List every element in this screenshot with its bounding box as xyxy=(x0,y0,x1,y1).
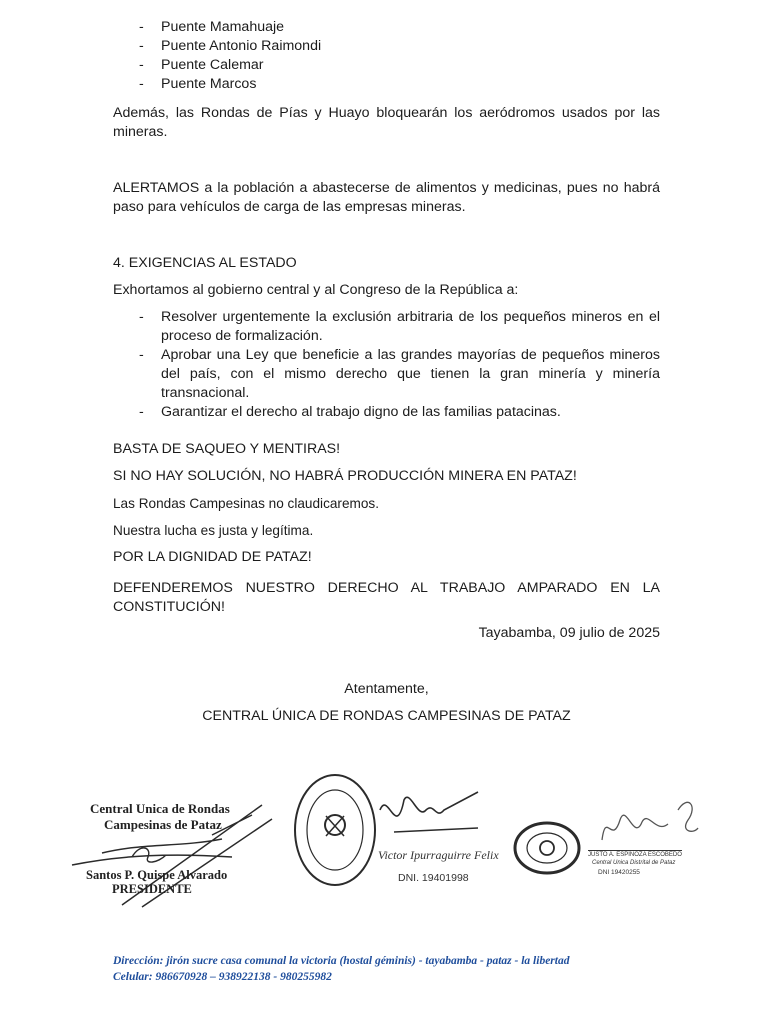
slogan: POR LA DIGNIDAD DE PATAZ! xyxy=(113,549,312,565)
stamp-line: Campesinas de Pataz xyxy=(104,817,222,832)
signer-dni: DNI 19420255 xyxy=(598,869,640,876)
signature-scribble xyxy=(62,795,282,915)
section-heading: 4. EXIGENCIAS AL ESTADO xyxy=(113,255,297,271)
round-seal-icon xyxy=(512,820,582,876)
list-item: - Garantizar el derecho al trabajo digno de las familias patacinas. xyxy=(113,403,660,422)
paragraph-rondas: Además, las Rondas de Pías y Huayo bloquearán los aeródromos usados por las mineras. xyxy=(113,105,660,140)
slogan: SI NO HAY SOLUCIÓN, NO HABRÁ PRODUCCIÓN MINERA EN PATAZ! xyxy=(113,468,577,484)
footer-address: Dirección: jirón sucre casa comunal la victoria (hostal géminis) - tayabamba - pataz - la libertad xyxy=(113,955,570,967)
signature-scribble xyxy=(592,790,702,852)
section-intro: Exhortamos al gobierno central y al Congreso de la República a: xyxy=(113,282,519,298)
signature-scribble xyxy=(374,780,484,850)
oval-seal-icon xyxy=(290,770,380,890)
signer-name: JUSTO A. ESPINOZA ESCOBEDO xyxy=(588,852,682,858)
signer-name: Victor Ipurraguirre Felix xyxy=(378,848,499,862)
slogan: Nuestra lucha es justa y legítima. xyxy=(113,523,314,538)
signer-name: Santos P. Quispe Alvarado xyxy=(86,868,228,882)
slogan: Las Rondas Campesinas no claudicaremos. xyxy=(113,496,379,511)
bridges-list xyxy=(113,18,673,94)
signer-role: Central Unica Distrital de Pataz xyxy=(592,860,676,866)
signature-block-district xyxy=(512,790,712,900)
signer-role: PRESIDENTE xyxy=(112,882,192,896)
organization-name: CENTRAL ÚNICA DE RONDAS CAMPESINAS DE PATAZ xyxy=(202,708,571,724)
closing: Atentamente, xyxy=(344,681,429,697)
signature-block-president xyxy=(62,795,282,915)
paragraph-alert: ALERTAMOS a la población a abastecerse de alimentos y medicinas, pues no habrá paso para vehículos de carga de las empresas mineras. xyxy=(113,180,660,215)
list-item: - Puente Calemar xyxy=(113,56,673,75)
slogan: BASTA DE SAQUEO Y MENTIRAS! xyxy=(113,441,341,457)
demands-list xyxy=(113,308,660,422)
list-item: - Puente Marcos xyxy=(113,75,673,94)
stamp-line: Central Unica de Rondas xyxy=(90,801,230,816)
footer-phones: Celular: 986670928 – 938922138 - 980255982 xyxy=(113,971,332,983)
list-item: - Puente Mamahuaje xyxy=(113,18,673,37)
list-item: - Resolver urgentemente la exclusión arbitraria de los pequeños mineros en el proceso de formalización. xyxy=(113,308,660,346)
slogan: DEFENDEREMOS NUESTRO DERECHO AL TRABAJO AMPARADO EN LA CONSTITUCIÓN! xyxy=(113,580,660,615)
signer-dni: DNI. 19401998 xyxy=(398,872,469,884)
date-line: Tayabamba, 09 julio de 2025 xyxy=(478,625,660,641)
signature-block-provincial xyxy=(290,770,499,900)
list-item: - Aprobar una Ley que beneficie a las grandes mayorías de pequeños mineros del país, con el mismo derecho que tienen la gran minería y minería transnacional. xyxy=(113,346,660,403)
list-item: - Puente Antonio Raimondi xyxy=(113,37,673,56)
